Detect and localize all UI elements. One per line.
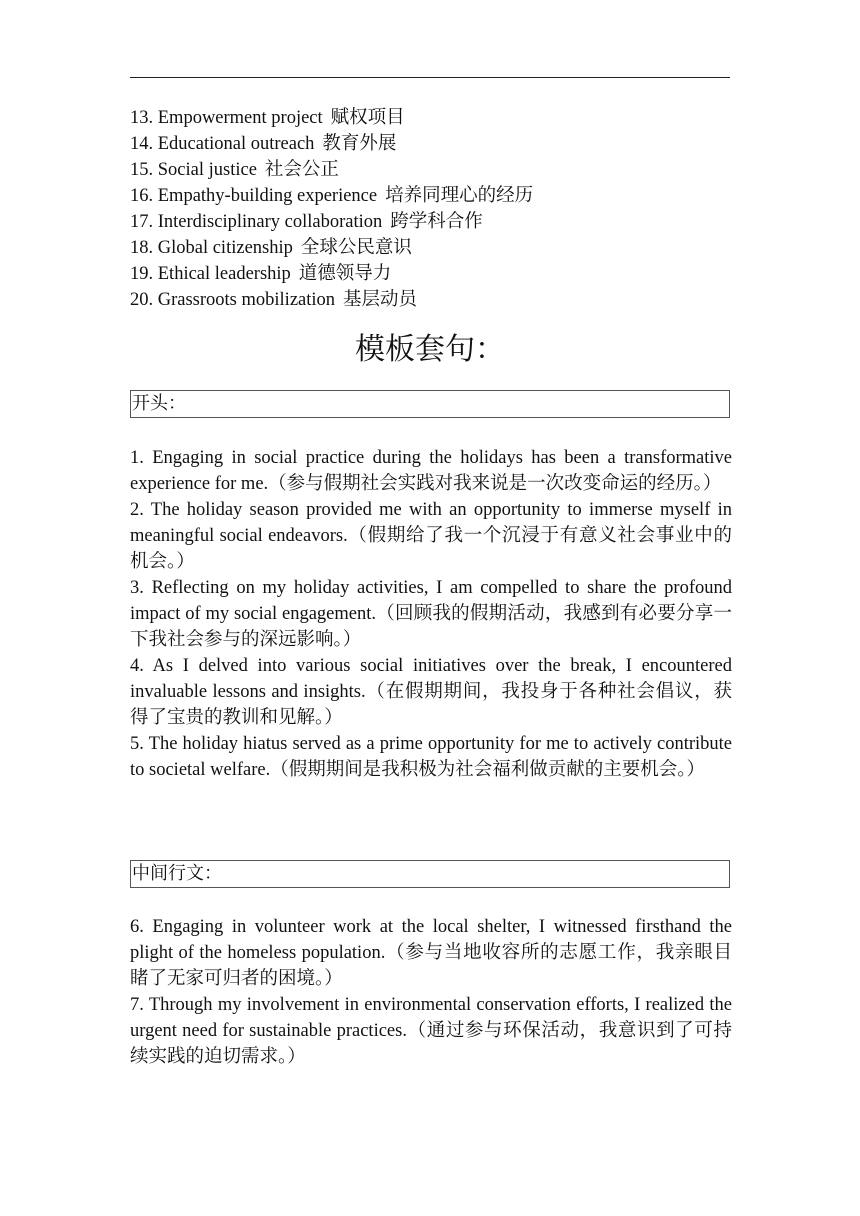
vocab-item bbox=[130, 131, 730, 157]
template-sentence: 4. As I delved into various social initiatives over the break, I encountered invaluable lessons and insights.（在假期期间，我投身于各种社会倡议，获得了宝贵的教训和见解。） bbox=[130, 656, 732, 728]
middle-heading-box bbox=[130, 860, 730, 888]
vocab-chinese: 道德领导力 bbox=[298, 264, 392, 284]
vocab-item bbox=[130, 261, 730, 287]
vocab-english: 17. Interdisciplinary collaboration bbox=[130, 212, 383, 232]
vocab-list bbox=[130, 105, 730, 313]
vocab-item bbox=[130, 235, 730, 261]
vocab-item bbox=[130, 183, 730, 209]
vocab-english: 14. Educational outreach bbox=[130, 134, 315, 154]
vocab-chinese: 社会公正 bbox=[264, 160, 339, 180]
opening-heading: 开头： bbox=[132, 393, 186, 414]
vocab-item bbox=[130, 105, 730, 131]
template-sentence: 5. The holiday hiatus served as a prime opportunity for me to actively contribute to societal welfare.（假期期间是我积极为社会福利做贡献的主要机会。） bbox=[130, 734, 732, 780]
vocab-chinese: 跨学科合作 bbox=[390, 212, 483, 232]
header-rule bbox=[130, 77, 730, 78]
middle-heading: 中间行文： bbox=[132, 863, 222, 884]
vocab-english: 13. Empowerment project bbox=[130, 108, 323, 128]
templates-title: 模板套句： bbox=[355, 333, 505, 366]
vocab-chinese: 全球公民意识 bbox=[300, 238, 412, 258]
template-sentence: 1. Engaging in social practice during the holidays has been a transformative experience for me.（参与假期社会实践对我来说是一次改变命运的经历。） bbox=[130, 448, 732, 494]
vocab-item bbox=[130, 209, 730, 235]
vocab-english: 19. Ethical leadership bbox=[130, 264, 291, 284]
template-sentence: 3. Reflecting on my holiday activities, I am compelled to share the profound impact of my social engagement.（回顾我的假期活动，我感到有必要分享一下我社会参与的深远影响。） bbox=[130, 578, 732, 650]
template-sentence: 7. Through my involvement in environmental conservation efforts, I realized the urgent need for sustainable practices.（通过参与环保活动，我意识到了可持续实践的迫切需求。） bbox=[130, 995, 732, 1067]
vocab-english: 16. Empathy-building experience bbox=[130, 186, 378, 206]
template-sentence: 2. The holiday season provided me with an opportunity to immerse myself in meaningful social endeavors.（假期给了我一个沉浸于有意义社会事业中的机会。） bbox=[130, 500, 732, 572]
vocab-chinese: 培养同理心的经历 bbox=[385, 186, 534, 206]
vocab-english: 15. Social justice bbox=[130, 160, 257, 180]
vocab-item bbox=[130, 157, 730, 183]
template-sentence: 6. Engaging in volunteer work at the local shelter, I witnessed firsthand the plight of the homeless population.（参与当地收容所的志愿工作，我亲眼目睹了无家可归者的困境。） bbox=[130, 917, 732, 989]
vocab-chinese: 基层动员 bbox=[343, 290, 418, 310]
middle-sentences bbox=[130, 914, 732, 1070]
vocab-item bbox=[130, 287, 730, 313]
opening-sentences bbox=[130, 445, 732, 783]
opening-heading-box bbox=[130, 390, 730, 418]
vocab-chinese: 教育外展 bbox=[322, 134, 397, 154]
vocab-chinese: 赋权项目 bbox=[330, 108, 405, 128]
vocab-english: 20. Grassroots mobilization bbox=[130, 290, 336, 310]
vocab-english: 18. Global citizenship bbox=[130, 238, 293, 258]
